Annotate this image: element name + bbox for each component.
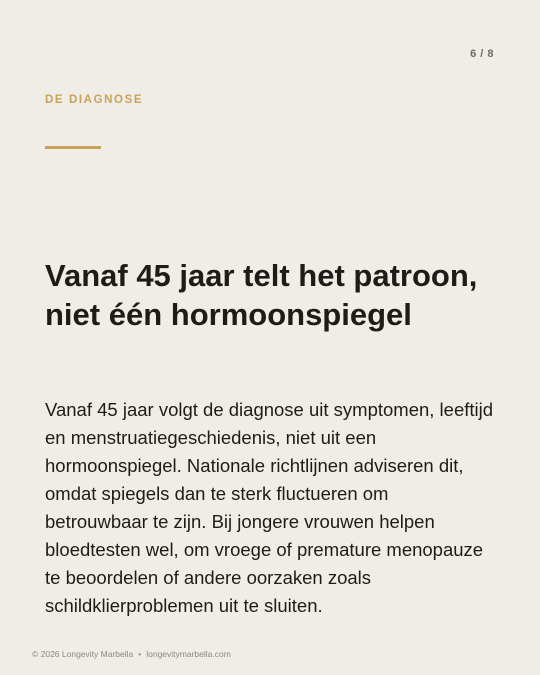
footer-separator: •: [138, 649, 142, 659]
footer-website-link[interactable]: longevitymarbella.com: [146, 649, 231, 659]
body-text: Vanaf 45 jaar volgt de diagnose uit symptomen, leeftijd en menstruatiegeschiedenis, niet uit een hormoonspiegel. Nationale richtlijnen adviseren dit, omdat spiegels dan te sterk fluctueren om betrouwbaar te zijn. Bij jongere vrouwen helpen bloedtesten wel, om vroege of premature menopauze te beoordelen of andere oorzaken zoals schildklierproblemen uit te sluiten.: [45, 399, 494, 616]
headline: Vanaf 45 jaar telt het patroon, niet één hormoonspiegel: [45, 258, 478, 332]
footer-copyright: © 2026 Longevity Marbella: [32, 649, 134, 659]
accent-divider: [45, 146, 101, 149]
footer: [32, 649, 231, 659]
section-eyebrow: DE DIAGNOSE: [45, 94, 144, 106]
page-counter: 6 / 8: [470, 48, 494, 60]
